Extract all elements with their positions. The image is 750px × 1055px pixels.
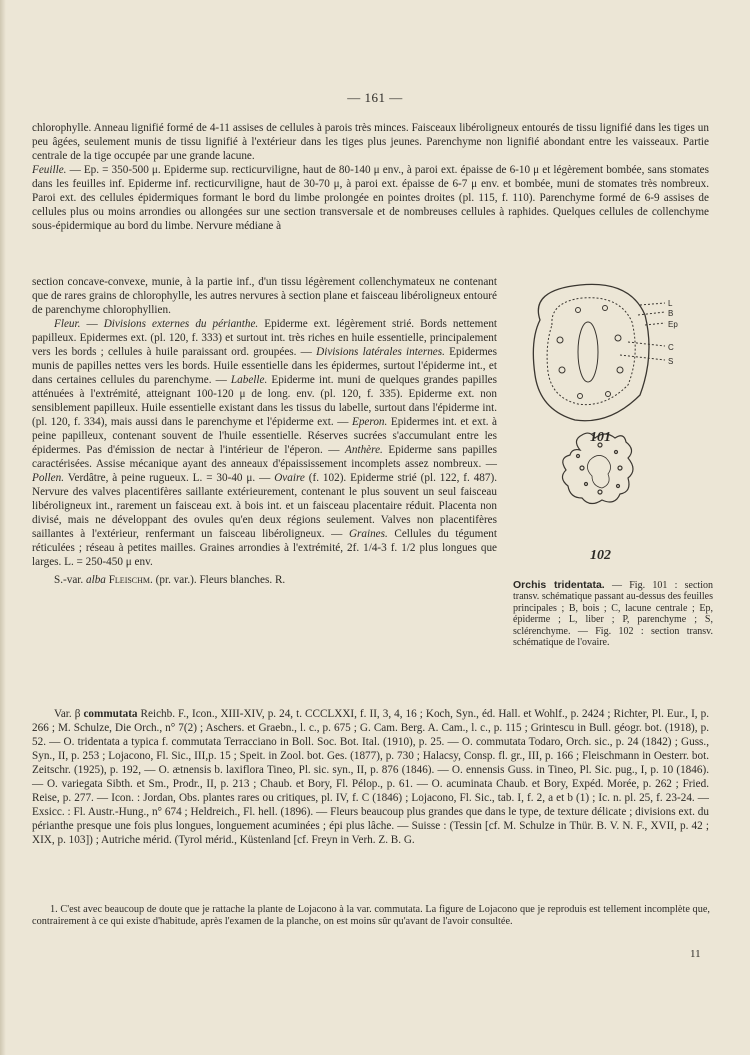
subvar-alba: alba [86, 574, 106, 586]
fleur-sub-3: Labelle. [230, 374, 268, 386]
figure-101-drawing [533, 284, 665, 420]
nervure-paragraph: section concave-convexe, munie, à la partie inf., d'un tissu légèrement collenchymateux ne contenant que de rares grains de chlorophylle, les autres nervures à section plane et faisceau libéroligneux entouré de parenchyme chlorophyllien. [32, 276, 497, 316]
figure-area [520, 280, 720, 585]
var-commutata-block [32, 707, 709, 847]
fig101-label-c: C [668, 343, 674, 352]
figure-101-number: 101 [590, 430, 611, 445]
footnote [32, 904, 710, 929]
fleur-sub-6: Pollen. [32, 472, 65, 484]
subvar-author: Fleischm. [108, 574, 153, 586]
fleur-text-1: Epiderme ext. légèrement strié. Bords nettement papilleux. Epidermes ext. (pl. 120, f. 333) et surtout int. très riches en huile essentielle, principalement vers les bords ; cellules à huile paraissant ord. groupées. — [32, 318, 498, 358]
figure-102-number: 102 [590, 548, 611, 563]
fleur-paragraph: Fleur. — Divisions externes du périanthe. Epiderme ext. légèrement strié. Bords nettement papilleux. Epidermes ext. (pl. 120, f. 333) et surtout int. très riches en huile essentielle, principalement vers les bords ; cellules à huile paraissant ord. groupées. — Divisions latérales internes. Epidermes munis de papilles nettes vers les bords. Huile essentielle dans les épidermes, surtout l'épiderme int., et dans certaines cellules du parenchyme. — Labelle. Epiderme int. muni de quelques grandes papilles atténuées à l'extrémité, atteignant 100-120 μ de long. env. (pl. 120, f. 335). Epiderme ext. non sensiblement papilleux. Huile essentielle existant dans les tissus du labelle, surtout dans l'épiderme int. (pl. 120, f. 334), mais aussi dans le parenchyme et l'épiderme ext. — Eperon. Epidermes int. et ext. à peine papilleux, contenant souvent de l'huile essentielle. Réserves sucrées s'accumulant entre les épidermes. Pas d'émission de nectar à l'intérieur de l'éperon. — Anthère. Epiderme sans papilles caractérisées. Assise mécanique ayant des anneaux d'épaississement incomplets assez nombreux. — Pollen. Verdâtre, à peine rugueux. L. = 30-40 μ. — Ovaire (f. 102). Epiderme strié (pl. 122, f. 487). Nervure des valves placentifères saillante extérieurement, contenant le plus souvent un seul faisceau libéroligneux int., rarement un faisceau ext. à bois int. et un faisceau placentaire réduit. Placenta non divisé, mais ne développant des ovules qu'en deux régions seulement. Valves non placentifères saillantes à l'extérieur, renfermant un faisceau libéroligneux. — Graines. Cellules du tégument réticulées ; réseau à petites mailles. Graines arrondies à l'extrémité, 2f. 1/4-3 f. 1/2 plus longues que larges. L. = 250-450 μ env. [32, 318, 498, 568]
var-commutata-paragraph [32, 707, 709, 847]
figure-caption [513, 580, 713, 648]
fleur-text-8: Cellules du tégument réticulées ; réseau à petites mailles. Graines arrondies à l'extrémité, 2f. 1/4-3 f. 1/2 plus longues que larges. L. = 250-450 μ env. [32, 528, 498, 568]
caption-text: — Fig. 101 : section transv. schématique passant au-dessus des feuilles principales ; B, bois ; C, lacune centrale ; Ep, épiderme ; L, liber ; P, parenchyme ; S, sclérenchyme. — Fig. 102 : section transv. schématique de l'ovaire. [513, 580, 713, 649]
footnote-text: 1. C'est avec beaucoup de doute que je rattache la plante de Lojacono à la var. commutata. La figure de Lojacono que je reproduis est tellement incomplète que, contrairement à ce qui existe d'habitude, après l'examen de la planche, on est moins sûr qu'avant de l'avoir consultée. [32, 904, 710, 928]
fig101-label-s: S [668, 357, 674, 366]
fig101-label-ep: Ep [668, 320, 678, 329]
fig101-label-l: L [668, 299, 673, 308]
fleur-sub-7: Ovaire [274, 472, 305, 484]
fig101-label-b: B [668, 309, 674, 318]
feuille-text: — Ep. = 350-500 μ. Epiderme sup. recticurviligne, haut de 80-140 μ env., à paroi ext. épaisse de 6-10 μ et légèrement bombée, sans stomates dans les feuilles inf. Epiderme inf. recticurviligne, haut de 30-70 μ, à paroi ext. épaisse de 6-7 μ env. et bombée, muni de stomates très nombreux. Paroi ext. des cellules épidermiques formant le bord du limbe prolongée en pointes droites (pl. 115, f. 110). Parenchyme formé de 6-9 assises de cellules plus ou moins arrondies ou allongées sur une section transversale et de nombreuses cellules à raphides. Quelques cellules de collenchyme sous-épidermique au bord du limbe. Nervure médiane à [32, 164, 709, 232]
var-name: commutata [83, 708, 138, 720]
fleur-sub-1: Divisions externes du périanthe. [103, 318, 259, 330]
fleur-text-4: Epidermes int. et ext. à peine papilleux, contenant souvent de l'huile essentielle. Réserves sucrées s'accumulant entre les épidermes. Pas d'émission de nectar à l'intérieur de l'éperon. — [32, 416, 498, 456]
fleur-text-6: Verdâtre, à peine rugueux. L. = 30-40 μ. — [64, 472, 271, 484]
figure-drawings [520, 280, 720, 580]
feuille-label: Feuille. [32, 164, 67, 176]
wrapped-text-block [32, 275, 497, 587]
top-paragraph: chlorophylle. Anneau lignifié formé de 4-11 assises de cellules à parois très minces. Faisceaux libéroligneux entourés de tissu lignifié dans les tiges un peu âgées, seulement munis de tissu lignifié à l'extérieur dans les tiges plus jeunes. Parenchyme non lignifié abondant entre les vaisseaux. Partie centrale de la tige occupée par une grande lacune. [32, 122, 709, 162]
fleur-text-5: Epiderme sans papilles caractérisées. Assise mécanique ayant des anneaux d'épaississement incomplets assez nombreux. — [32, 444, 498, 470]
page-number-top: — 161 — [347, 90, 403, 105]
subvar-prefix: S.-var. [54, 574, 84, 586]
fleur-sub-8: Graines. [348, 528, 388, 540]
fleur-text-3: Epiderme int. muni de quelques grandes papilles atténuées à l'extrémité, atteignant 100-120 μ de long. env. (pl. 120, f. 335). Epiderme ext. non sensiblement papilleux. Huile essentielle existant dans les tissus du labelle, surtout dans l'épiderme int. (pl. 120, f. 334), mais aussi dans le parenchyme et l'épiderme ext. — [32, 374, 498, 428]
top-text-block [32, 121, 709, 233]
var-text: Reichb. F., Icon., XIII-XIV, p. 24, t. CCCLXXI, f. II, 3, 4, 16 ; Koch, Syn., éd. Hall. et Wohlf., p. 2424 ; Richter, Pl. Eur., I, p. 266 ; M. Schulze, Die Orch., n° 7(2) ; Aschers. et Graebn., l. c., p. 675 ; G. Cam. Berg. A. Cam., l. c., p. 115 ; Grintescu in Bull. géogr. bot. (1918), p. 52. — O. tridentata a typica f. commutata Terracciano in Boll. Soc. Bot. Ital. (1910), p. 25. — O. commutata Todaro, Orch. sic., p. 24 (1842) ; Guss., Syn., II, p. 253 ; Lojacono, Fl. Sic., III,p. 15 ; Speit. in Zool. bot. Ges. (1877), p. 730 ; Halacsy, Consp. fl. gr., III, p. 166 ; Fleischmann in Oesterr. bot. Zeitschr. (1925), p. 192, — O. ætnensis b. laxiflora Tineo, Pl. sic. syn., II, p. 876 (1846). — O. ennensis Guss. in Tineo, Pl. Sic. pug., I, p. 10 (1846). — O. variegata Sibth. et Sm., Prodr., II, p. 213 ; Chaub. et Bory, Fl. Pélop., p. 61. — O. acuminata Chaub. et Bory, Expéd. Morée, p. 262 ; Fried. Reise, p. 277. — Icon. : Jordan, Obs. plantes rares ou critiques, pl. IV, f. C (1846) ; Lojacono, Fl. Sic., tab. I, f. 2, a et b (1) ; Ic. n. pl. 25, f. 23-24. — Exsicc. : Fl. Austr.-Hung., n° 674 ; Heldreich., Fl. hell. (1896). — Fleurs beaucoup plus grandes que dans le type, de texture délicate ; divisions ext. du périanthe presque une fois plus longues, longuement acuminées ; épi plus lâche. — Suisse : (Tessin [cf. M. Schulze in Thür. B. V. N. F., XVII, p. 42 ; XIX, p. 103]) ; Autriche mérid. (Tyrol mérid., Küstenland [cf. Freyn in Verh. Z. B. G. [32, 708, 710, 846]
fleur-text-2: Epidermes munis de papilles nettes vers les bords. Huile essentielle dans les épidermes, surtout l'épiderme int., et dans certaines cellules du parenchyme. — [32, 346, 498, 386]
fleur-sub-5: Anthère. [345, 444, 383, 456]
var-prefix: Var. β [54, 708, 81, 720]
feuille-paragraph [32, 163, 709, 233]
subvar-paragraph [32, 573, 497, 587]
caption-title: Orchis tridentata. [513, 579, 605, 591]
subvar-text: (pr. var.). Fleurs blanches. R. [155, 574, 286, 586]
fleur-text-7: (f. 102). Epiderme strié (pl. 122, f. 487). Nervure des valves placentifères saillante extérieurement, contenant le plus souvent un seul faisceau libéroligneux int., rarement un faisceau ext. à bois int. et un faisceau placentaire réduit. Placenta non divisé, mais ne développant des ovules qu'en deux régions seulement. Valves non placentifères saillantes à l'extérieur, renfermant un faisceau libéroligneux. — [32, 472, 498, 540]
fleur-sub-4: Eperon. [351, 416, 388, 428]
page-gutter-shadow [0, 0, 6, 1055]
page-number-bottom: 11 [690, 948, 701, 960]
fleur-sub-2: Divisions latérales internes. [316, 346, 445, 358]
fleur-label: Fleur. [54, 318, 81, 330]
